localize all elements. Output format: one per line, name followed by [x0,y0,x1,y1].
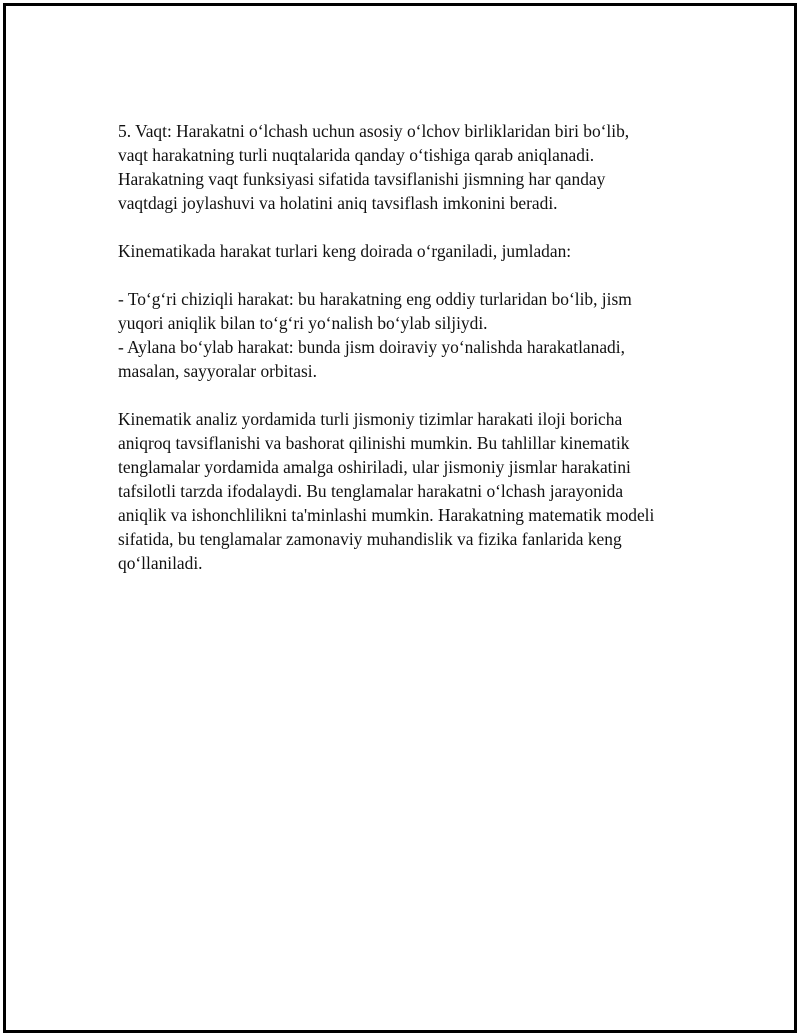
text-line: tafsilotli tarzda ifodalaydi. Bu tenglamalar harakatni o‘lchash jarayonida [118,481,624,501]
list-item-line: yuqori aniqlik bilan to‘g‘ri yo‘nalish bo‘ylab siljiydi. [118,313,488,333]
list-item-line: - To‘g‘ri chiziqli harakat: bu harakatning eng oddiy turlaridan bo‘lib, jism [118,289,632,309]
list-item-line: masalan, sayyoralar orbitasi. [118,361,317,381]
text-line: vaqtdagi joylashuvi va holatini aniq tavsiflash imkonini beradi. [118,193,558,213]
text-line: Harakatning vaqt funksiyasi sifatida tavsiflanishi jismning har qanday [118,169,606,189]
text-line: qo‘llaniladi. [118,553,203,573]
text-line: tenglamalar yordamida amalga oshiriladi, ular jismoniy jismlar harakatini [118,457,631,477]
paragraph-spacer [118,215,718,239]
text-line: 5. Vaqt: Harakatni o‘lchash uchun asosiy o‘lchov birliklaridan biri bo‘lib, [118,121,630,141]
paragraph-spacer [118,263,718,287]
text-line: vaqt harakatning turli nuqtalarida qanday o‘tishiga qarab aniqlanadi. [118,145,595,165]
list-item-line: - Aylana bo‘ylab harakat: bunda jism doiraviy yo‘nalishda harakatlanadi, [118,337,625,357]
paragraph-kinematic-analysis [118,407,718,575]
text-line: aniqlik va ishonchlilikni ta'minlashi mumkin. Harakatning matematik modeli [118,505,655,525]
document-body [118,119,718,575]
text-line: sifatida, bu tenglamalar zamonaviy muhandislik va fizika fanlarida keng [118,529,622,549]
text-line: Kinematikada harakat turlari keng doirada o‘rganiladi, jumladan: [118,241,572,261]
text-line: Kinematik analiz yordamida turli jismoniy tizimlar harakati iloji boricha [118,409,623,429]
motion-types-list [118,287,718,383]
paragraph-time [118,119,718,215]
paragraph-motion-types [118,239,718,263]
paragraph-spacer [118,383,718,407]
text-line: aniqroq tavsiflanishi va bashorat qilinishi mumkin. Bu tahlillar kinematik [118,433,630,453]
